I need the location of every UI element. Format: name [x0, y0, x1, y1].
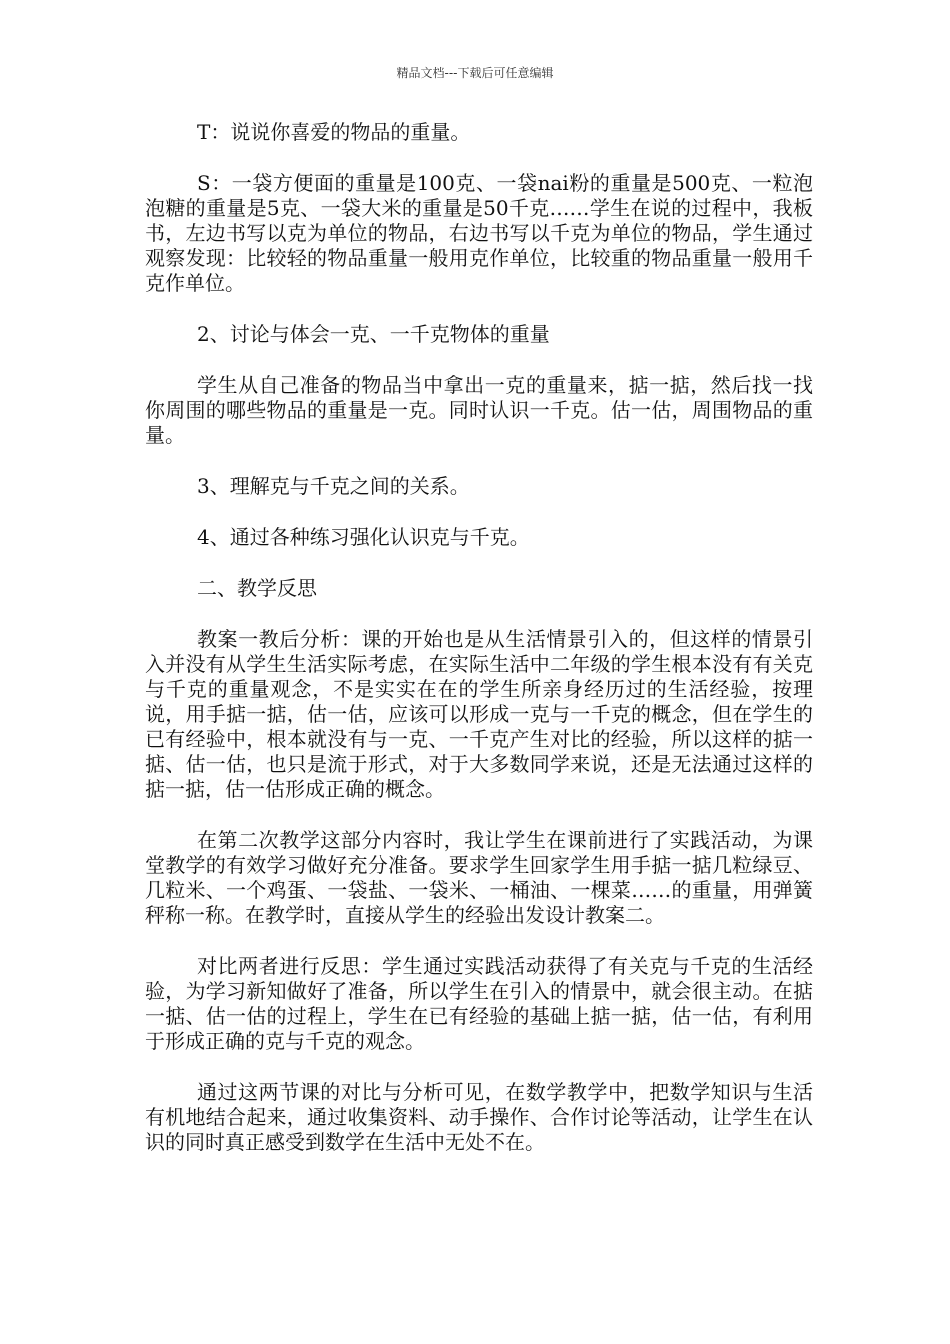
section-heading-reflection: 二、教学反思	[197, 576, 317, 600]
paragraph-second-teaching: 在第二次教学这部分内容时，我让学生在课前进行了实践活动，为课堂教学的有效学习做好充分准备。要求学生回家学生用手掂一掂几粒绿豆、几粒米、一个鸡蛋、一袋盐、一袋米、一桶油、一棵菜……的重量，用弹簧秤称一称。在教学时，直接从学生的经验出发设计教案二。	[145, 828, 813, 927]
paragraph-step-4: 4、通过各种练习强化认识克与千克。	[197, 525, 530, 549]
document-body	[145, 120, 813, 1181]
paragraph-analysis-1: 教案一教后分析：课的开始也是从生活情景引入的，但这样的情景引入并没有从学生生活实际考虑，在实际生活中二年级的学生根本没有有关克与千克的重量观念，不是实实在在的学生所亲身经历过的生活经验，按理说，用手掂一掂，估一估，应该可以形成一克与一千克的概念，但在学生的已有经验中，根本就没有与一克、一千克产生对比的经验，所以这样的掂一掂、估一估，也只是流于形式，对于大多数同学来说，还是无法通过这样的掂一掂，估一估形成正确的概念。	[145, 627, 813, 801]
paragraph-step-2-detail: 学生从自己准备的物品当中拿出一克的重量来，掂一掂，然后找一找你周围的哪些物品的重量是一克。同时认识一千克。估一估，周围物品的重量。	[145, 373, 813, 447]
paragraph-step-3: 3、理解克与千克之间的关系。	[197, 474, 470, 498]
paragraph-step-2: 2、讨论与体会一克、一千克物体的重量	[197, 322, 550, 346]
page-header: 精品文档---下载后可任意编辑	[396, 66, 554, 80]
paragraph-question: T：说说你喜爱的物品的重量。	[197, 120, 471, 144]
paragraph-conclusion: 通过这两节课的对比与分析可见，在数学教学中，把数学知识与生活有机地结合起来，通过收集资料、动手操作、合作讨论等活动，让学生在认识的同时真正感受到数学在生活中无处不在。	[145, 1080, 813, 1154]
paragraph-student-answer: S：一袋方便面的重量是100克、一袋nai粉的重量是500克、一粒泡泡糖的重量是5克、一袋大米的重量是50千克……学生在说的过程中，我板书，左边书写以克为单位的物品，右边书写以千克为单位的物品，学生通过观察发现：比较轻的物品重量一般用克作单位，比较重的物品重量一般用千克作单位。	[145, 171, 813, 295]
paragraph-comparison: 对比两者进行反思：学生通过实践活动获得了有关克与千克的生活经验，为学习新知做好了准备，所以学生在引入的情景中，就会很主动。在掂一掂、估一估的过程上，学生在已有经验的基础上掂一掂，估一估，有利用于形成正确的克与千克的观念。	[145, 954, 813, 1053]
